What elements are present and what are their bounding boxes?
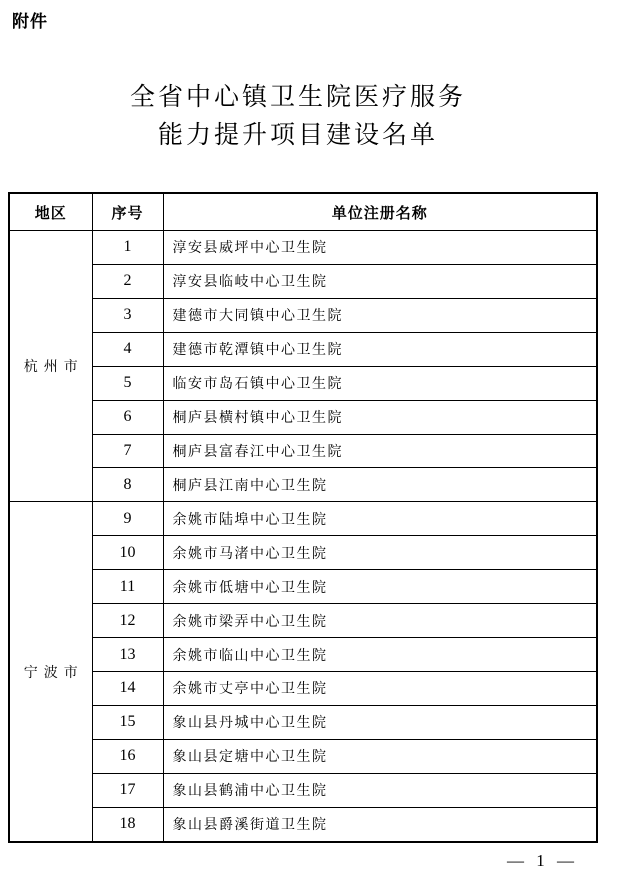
row-index: 18 [92,807,163,842]
region-cell-hangzhou: 杭州市 [9,231,92,502]
row-index: 10 [92,536,163,570]
header-row [9,193,597,231]
unit-name: 象山县丹城中心卫生院 [163,705,597,739]
unit-name: 建德市大同镇中心卫生院 [163,298,597,332]
row-index: 9 [92,502,163,536]
table-row [9,434,597,468]
document-title [0,79,596,155]
row-index: 13 [92,638,163,672]
row-index: 8 [92,468,163,502]
unit-name: 余姚市陆埠中心卫生院 [163,502,597,536]
row-index: 16 [92,739,163,773]
project-list-table [8,192,598,843]
table-row [9,773,597,807]
header-unit-name: 单位注册名称 [163,193,597,231]
table-row [9,332,597,366]
table-row [9,298,597,332]
title-line-2: 能力提升项目建设名单 [157,122,438,149]
unit-name: 象山县定塘中心卫生院 [163,739,597,773]
table-row [9,231,597,265]
region-cell-ningbo: 宁波市 [9,502,92,842]
table-row [9,705,597,739]
row-index: 5 [92,366,163,400]
unit-name: 余姚市梁弄中心卫生院 [163,604,597,638]
table-header [9,193,597,231]
table-row [9,604,597,638]
unit-name: 淳安县威坪中心卫生院 [163,231,597,265]
table-row [9,502,597,536]
row-index: 3 [92,298,163,332]
page-number: — 1 — [507,851,578,870]
unit-name: 余姚市临山中心卫生院 [163,638,597,672]
unit-name: 桐庐县富春江中心卫生院 [163,434,597,468]
unit-name: 桐庐县横村镇中心卫生院 [163,400,597,434]
table-row [9,400,597,434]
unit-name: 淳安县临岐中心卫生院 [163,264,597,298]
table-row [9,638,597,672]
row-index: 2 [92,264,163,298]
table-row [9,366,597,400]
unit-name: 象山县鹤浦中心卫生院 [163,773,597,807]
row-index: 11 [92,570,163,604]
table-body [9,231,597,843]
table-row [9,536,597,570]
row-index: 14 [92,671,163,705]
row-index: 6 [92,400,163,434]
title-line-1: 全省中心镇卫生院医疗服务 [129,84,466,111]
unit-name: 余姚市低塘中心卫生院 [163,570,597,604]
row-index: 17 [92,773,163,807]
row-index: 7 [92,434,163,468]
unit-name: 象山县爵溪街道卫生院 [163,807,597,842]
table-row [9,739,597,773]
header-region: 地区 [9,193,92,231]
table-row [9,671,597,705]
table-row [9,468,597,502]
row-index: 4 [92,332,163,366]
row-index: 1 [92,231,163,265]
row-index: 12 [92,604,163,638]
row-index: 15 [92,705,163,739]
table-row [9,807,597,842]
attachment-label: 附件 [12,12,48,31]
header-index: 序号 [92,193,163,231]
unit-name: 余姚市马渚中心卫生院 [163,536,597,570]
table-row [9,570,597,604]
unit-name: 余姚市丈亭中心卫生院 [163,671,597,705]
table-row [9,264,597,298]
unit-name: 建德市乾潭镇中心卫生院 [163,332,597,366]
unit-name: 桐庐县江南中心卫生院 [163,468,597,502]
unit-name: 临安市岛石镇中心卫生院 [163,366,597,400]
